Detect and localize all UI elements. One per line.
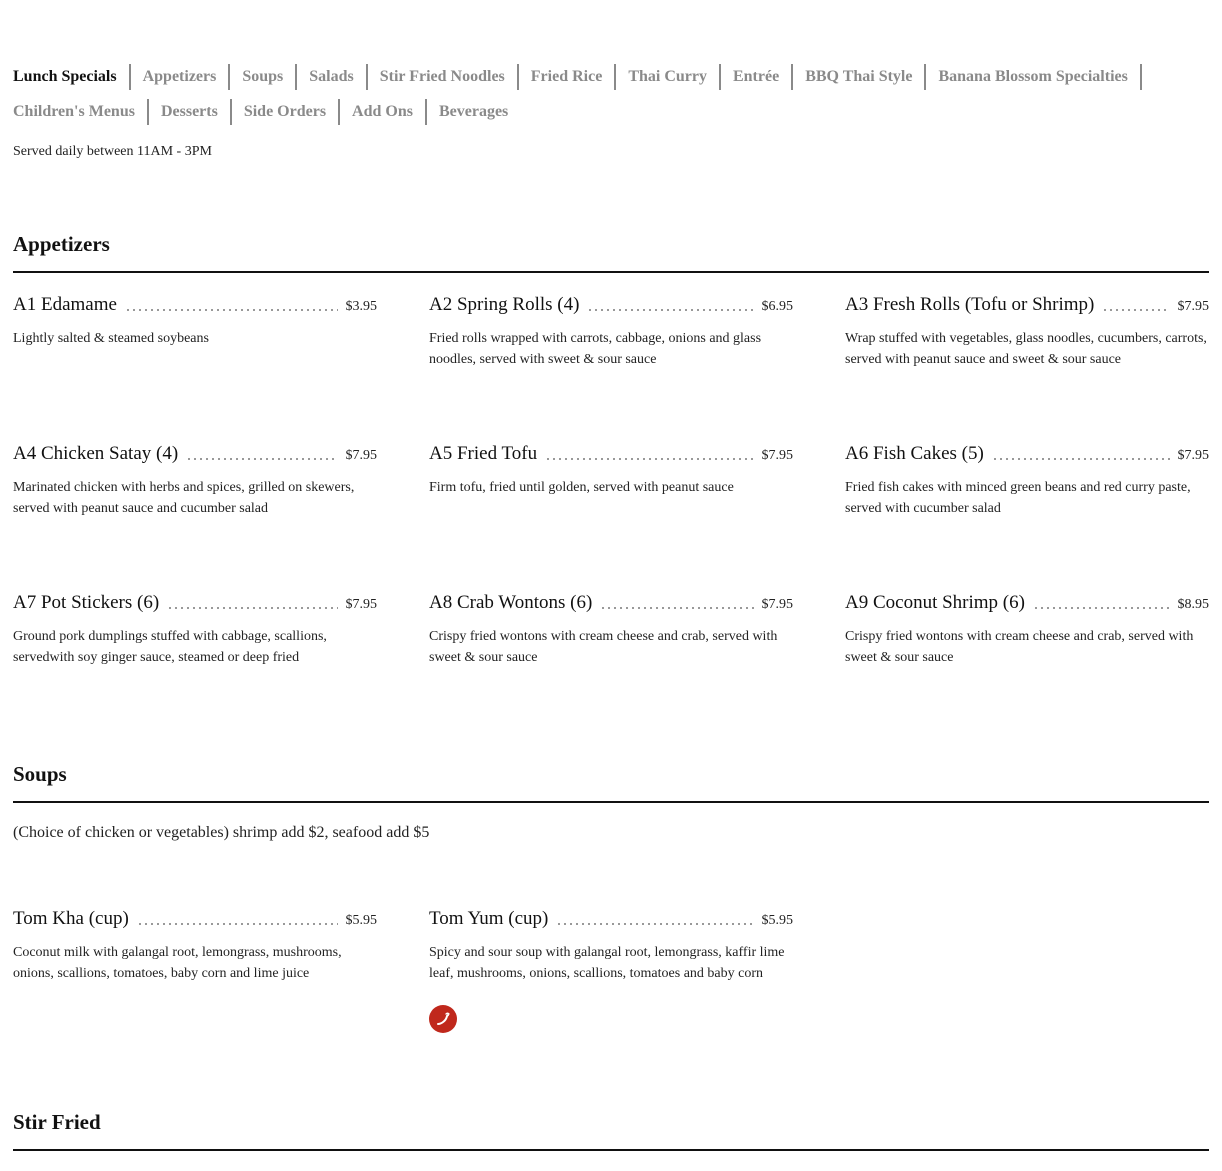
dot-leader bbox=[992, 457, 1170, 461]
dot-leader bbox=[186, 457, 337, 461]
dot-leader bbox=[137, 922, 338, 926]
tab-lunch-specials[interactable]: Lunch Specials bbox=[13, 64, 131, 90]
menu-item bbox=[845, 592, 1209, 668]
dot-leader bbox=[556, 922, 753, 926]
menu-item bbox=[13, 294, 377, 349]
menu-item bbox=[13, 443, 377, 519]
section-title-soups: Soups bbox=[13, 762, 1209, 803]
tab-soups[interactable]: Soups bbox=[230, 64, 297, 90]
item-name: A9 Coconut Shrimp (6) bbox=[845, 592, 1025, 613]
category-nav-row-1 bbox=[13, 64, 1142, 90]
item-price: $7.95 bbox=[761, 597, 793, 612]
item-description: Fried rolls wrapped with carrots, cabbage, onions and glass noodles, served with sweet & sour sauce bbox=[429, 331, 762, 367]
item-name: A7 Pot Stickers (6) bbox=[13, 592, 160, 613]
item-description: Ground pork dumplings stuffed with cabbage, scallions, servedwith soy ginger sauce, steamed or deep fried bbox=[13, 629, 327, 665]
item-price: $3.95 bbox=[345, 299, 377, 314]
item-description: Crispy fried wontons with cream cheese and crab, served with sweet & sour sauce bbox=[845, 629, 1194, 665]
tab-desserts[interactable]: Desserts bbox=[149, 99, 232, 125]
dot-leader bbox=[587, 308, 753, 312]
tab-appetizers[interactable]: Appetizers bbox=[131, 64, 231, 90]
item-price: $7.95 bbox=[1177, 299, 1209, 314]
menu-item bbox=[429, 443, 793, 498]
item-description: Firm tofu, fried until golden, served with peanut sauce bbox=[429, 480, 734, 495]
item-name: Tom Yum (cup) bbox=[429, 908, 549, 929]
dot-leader bbox=[600, 606, 753, 610]
item-price: $6.95 bbox=[761, 299, 793, 314]
menu-item bbox=[429, 908, 793, 984]
item-name: A8 Crab Wontons (6) bbox=[429, 592, 593, 613]
item-price: $8.95 bbox=[1177, 597, 1209, 612]
dot-leader bbox=[1033, 606, 1170, 610]
tab-beverages[interactable]: Beverages bbox=[438, 103, 509, 120]
item-price: $7.95 bbox=[1177, 448, 1209, 463]
item-description: Crispy fried wontons with cream cheese and crab, served with sweet & sour sauce bbox=[429, 629, 778, 665]
tab-childrens-menus[interactable]: Children's Menus bbox=[13, 99, 149, 125]
menu-item bbox=[845, 443, 1209, 519]
section-title-stir-fried: Stir Fried bbox=[13, 1110, 1209, 1151]
item-price: $7.95 bbox=[345, 597, 377, 612]
item-name: Tom Kha (cup) bbox=[13, 908, 129, 929]
tab-fried-rice[interactable]: Fried Rice bbox=[519, 64, 617, 90]
menu-item bbox=[429, 592, 793, 668]
item-name: A3 Fresh Rolls (Tofu or Shrimp) bbox=[845, 294, 1095, 315]
tab-salads[interactable]: Salads bbox=[297, 64, 367, 90]
item-name: A4 Chicken Satay (4) bbox=[13, 443, 179, 464]
menu-item bbox=[429, 294, 793, 370]
dot-leader bbox=[167, 606, 337, 610]
item-description: Spicy and sour soup with galangal root, lemongrass, kaffir lime leaf, mushrooms, onions, scallions, tomatoes and baby corn bbox=[429, 945, 785, 981]
item-description: Marinated chicken with herbs and spices, grilled on skewers, served with peanut sauce and cucumber salad bbox=[13, 480, 355, 516]
section-title-appetizers: Appetizers bbox=[13, 232, 1209, 273]
item-name: A2 Spring Rolls (4) bbox=[429, 294, 580, 315]
tab-banana-blossom-specialties[interactable]: Banana Blossom Specialties bbox=[926, 64, 1141, 90]
dot-leader bbox=[1102, 308, 1169, 312]
item-price: $5.95 bbox=[345, 913, 377, 928]
category-nav-row-2 bbox=[13, 99, 520, 125]
menu-item bbox=[845, 294, 1209, 370]
tab-entree[interactable]: Entrée bbox=[721, 64, 793, 90]
item-price: $7.95 bbox=[345, 448, 377, 463]
item-name: A5 Fried Tofu bbox=[429, 443, 538, 464]
tab-stir-fried-noodles[interactable]: Stir Fried Noodles bbox=[368, 64, 519, 90]
tab-thai-curry[interactable]: Thai Curry bbox=[616, 64, 721, 90]
item-price: $7.95 bbox=[761, 448, 793, 463]
item-description: Coconut milk with galangal root, lemongrass, mushrooms, onions, scallions, tomatoes, baby corn and lime juice bbox=[13, 945, 342, 981]
item-description: Wrap stuffed with vegetables, glass noodles, cucumbers, carrots, served with peanut sauce and sweet & sour sauce bbox=[845, 331, 1207, 367]
chili-pepper-icon bbox=[429, 1005, 457, 1033]
menu-item bbox=[13, 908, 377, 984]
tab-side-orders[interactable]: Side Orders bbox=[232, 99, 340, 125]
tab-add-ons[interactable]: Add Ons bbox=[340, 99, 427, 125]
soups-note: (Choice of chicken or vegetables) shrimp add $2, seafood add $5 bbox=[13, 824, 430, 841]
menu-item bbox=[13, 592, 377, 668]
item-name: A6 Fish Cakes (5) bbox=[845, 443, 984, 464]
tab-bbq-thai-style[interactable]: BBQ Thai Style bbox=[793, 64, 926, 90]
dot-leader bbox=[545, 457, 753, 461]
item-price: $5.95 bbox=[761, 913, 793, 928]
item-description: Fried fish cakes with minced green beans and red curry paste, served with cucumber salad bbox=[845, 480, 1191, 516]
dot-leader bbox=[125, 308, 338, 312]
item-name: A1 Edamame bbox=[13, 294, 117, 315]
served-hours-text: Served daily between 11AM - 3PM bbox=[13, 144, 212, 159]
item-description: Lightly salted & steamed soybeans bbox=[13, 331, 209, 346]
